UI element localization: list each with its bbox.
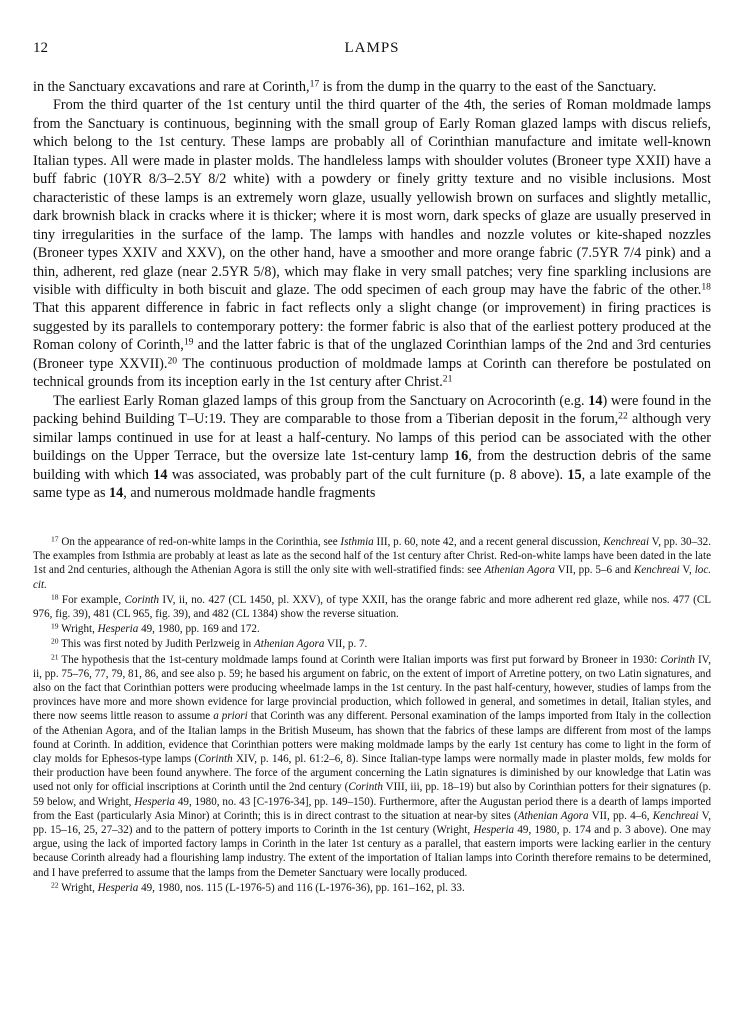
paragraph: From the third quarter of the 1st century until the third quarter of the 4th, the series of Roman moldmade lamps from the Sanctuary is continuous, beginning with the small group of Early Roman glazed lamps with discus reliefs, which belong to the 1st century. These lamps are probably all of Corinthian manufacture and imitate well-known Italian types. All were made in plaster molds. The handleless lamps with shoulder volutes (Broneer type XXII) have a buff fabric (10YR 8/3–2.5Y 8/2 white) with a powdery or finely gritty texture and no visible inclusions. Most characteristic of these lamps is an extremely worn glaze, usually yellowish brown on surfaces and slightly metallic, dark brownish black in cracks where it is thicker; where it is most worn, dark specks of glaze are usually preserved in tiny irregularities in the surface of the lamp. The lamps with handles and nozzle volutes or kite-shaped nozzles (Broneer types XXIV and XXV), on the other hand, have a smoother and more orange fabric (7.5YR 7/4 pink) and a thin, adherent, red glaze (near 2.5YR 5/8), which may flake in very small patches; very fine sparkling inclusions are visible with difficulty in both biscuit and glaze. The odd specimen of each group may have the fabric of the other.$^{18}$ That this apparent difference in fabric in fact reflects only a slight change (or improvement) in firing practices is suggested by its parallels to contemporary pottery: the former fabric is also that of the earliest pottery produced at the Roman colony of Corinth,$^{19}$ and the latter fabric is that of the unglazed Corinthian lamps of the 2nd and 3rd centuries (Broneer type XXVII).$^{20}$ The continuous production of moldmade lamps at Corinth can therefore be postulated on technical grounds from its inception early in the 1st century after Christ.$^{21}$ — [33, 97, 711, 391]
footnote-19: $^{19}$ Wright, Hesperia 49, 1980, pp. 169 and 172. — [51, 621, 260, 636]
paragraph: The earliest Early Roman glazed lamps of this group from the Sanctuary on Acrocorinth (e.g. 14) were found in the packing behind Building T–U:19. They are comparable to those from a Tiberian deposit in the forum,$^{22}$ although very similar lamps continued in use for at least a half-century. No lamps of this period can be associated with the other buildings on the Upper Terrace, but the oversize late 1st-century lamp 16, from the destruction debris of the same building with which 14 was associated, was probably part of the cult furniture (p. 8 above). 15, a late example of the same type as 14, and numerous moldmade handle fragments — [33, 392, 711, 501]
footnote-22: $^{22}$ Wright, Hesperia 49, 1980, nos. 115 (L-1976-5) and 116 (L-1976-36), pp. 161–162, pl. 33. — [51, 880, 465, 894]
paragraph: in the Sanctuary excavations and rare at Corinth,$^{17}$ is from the dump in the quarry to the east of the Sanctuary. — [33, 78, 657, 95]
footnotes — [33, 535, 711, 896]
running-head — [33, 40, 711, 62]
footnote-21: $^{21}$ The hypothesis that the 1st-century moldmade lamps found at Corinth were Italian imports was first put forward by Broneer in 1930: Corinth IV, ii, pp. 75–76, 77, 79, 81, 86, and see also p. 59; he based his argument on fabric, on the extent of import of Arretine pottery, on two Latin signatures, and also on the fact that Corinthian potters were producing wheelmade lamps in the 1st century. In the past half-century, however, studies of lamps from the provinces have more and more shown evidence for large provincial production, which followed in general, and sometimes in detail, Italian styles, and there now seems little reason to assume a priori that Corinth was any different. Personal examination of the lamps imported from Italy in the collection of the Athenian Agora, and of the Italian lamps in the British Museum, has shown that the fabrics of these lamps are different from most of the lamps found at Corinth. In addition, evidence that Corinthian potters were making moldmade lamps by the early 1st century has come to light in the form of clay molds for Ephesos-type lamps (Corinth XIV, p. 146, pl. 61:2–6, 8). Since Italian-type lamps were normally made in plaster molds, few molds for their production have been found anywhere. The force of the argument concerning the Latin signatures is diminished by our knowledge that Latin was used not only for official inscriptions at Corinth until the 2nd century (Corinth VIII, iii, pp. 18–19) but also by Corinthian potters for their signatures (p. 59 below, and Wright, Hesperia 49, 1980, no. 43 [C-1976-34], pp. 149–150). Furthermore, after the Augustan period there is a dearth of lamps imported from the East (particularly Asia Minor) at Corinth; this is in direct contrast to the situation at near-by sites (Athenian Agora VII, pp. 4–6, Kenchreai V, pp. 15–16, 25, 27–32) and to the pattern of pottery imports to Corinth in the 1st century (Wright, Hesperia 49, 1980, p. 174 and p. 3 above). One may argue, using the lack of imported factory lamps in Corinth in the later 1st century as a parallel, that eastern imports were lacking earlier in the century because Corinth already had a flourishing lamp industry. The extent of the importation of Italian lamps into Corinth therefore remains to be determined, and I have preferred to assume that the lamps from the Demeter Sanctuary were locally produced. — [33, 652, 712, 879]
body-text — [33, 78, 711, 502]
footnote-20: $^{20}$ This was first noted by Judith Perlzweig in Athenian Agora VII, p. 7. — [51, 637, 368, 651]
footnote-17: $^{17}$ On the appearance of red-on-white lamps in the Corinthia, see Isthmia III, p. 60, note 42, and a recent general discussion, Kenchreai V, pp. 30–32. The examples from Isthmia are probably at least as late as the second half of the 1st century after Christ. Red-on-white lamps have been dated in the late 1st and 2nd centuries, although the Athenian Agora is still the only site with well-stratified finds: see Athenian Agora VII, pp. 5–6 and Kenchreai V, loc. cit. — [33, 534, 712, 591]
page-number: 12 — [33, 40, 48, 56]
footnote-18: $^{18}$ For example, Corinth IV, ii, no. 427 (CL 1450, pl. XXV), of type XXII, has the orange fabric and more adherent red glaze, while nos. 477 (CL 976, fig. 39), 481 (CL 965, fig. 39), and 482 (CL 1384) show the reverse situation. — [33, 592, 711, 621]
running-title: LAMPS — [344, 40, 400, 56]
